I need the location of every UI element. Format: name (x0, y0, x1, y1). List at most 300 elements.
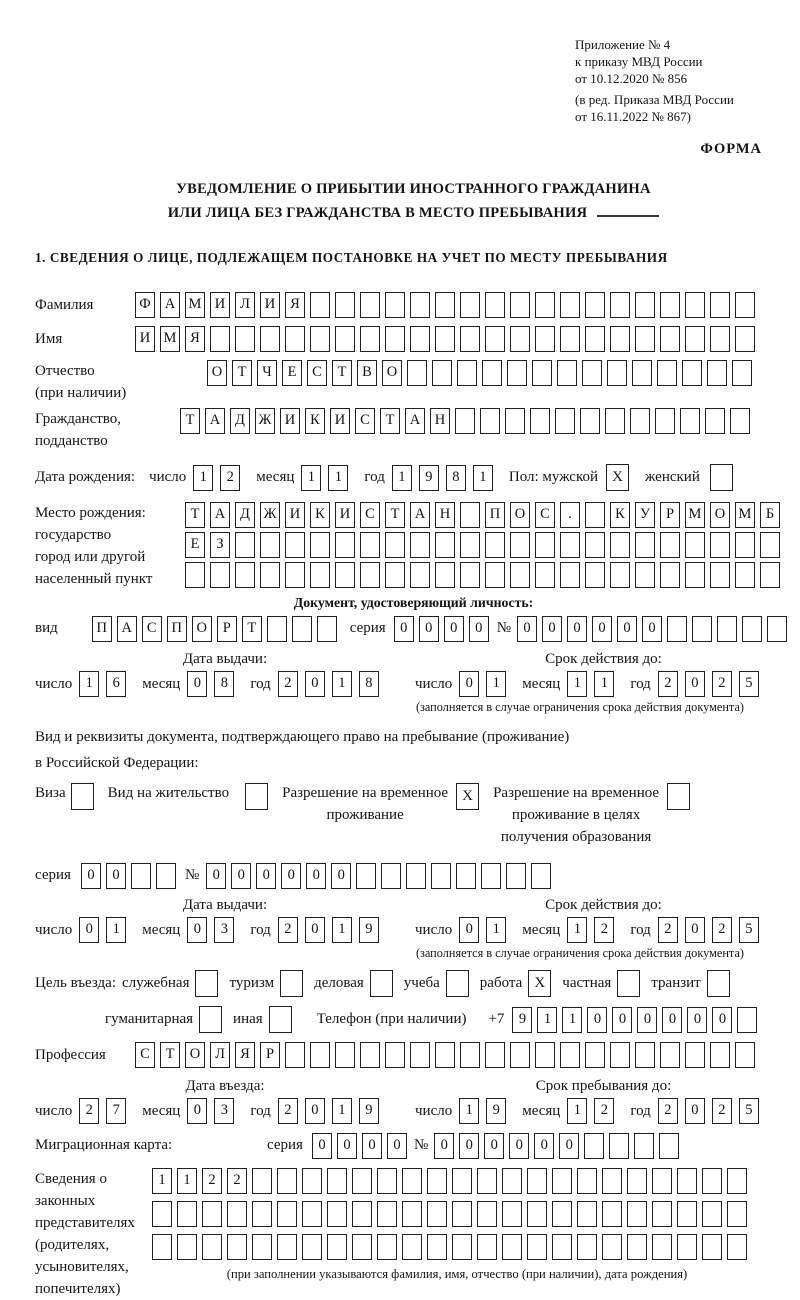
char-box[interactable] (659, 1133, 679, 1159)
transit-checkbox[interactable] (707, 970, 730, 997)
char-box[interactable]: И (335, 502, 355, 528)
char-box[interactable] (485, 562, 505, 588)
char-box[interactable] (652, 1234, 672, 1260)
char-box[interactable] (552, 1234, 572, 1260)
char-box[interactable] (435, 532, 455, 558)
char-box[interactable]: Т (180, 408, 200, 434)
char-box[interactable] (435, 326, 455, 352)
char-box[interactable] (610, 562, 630, 588)
char-box[interactable] (460, 326, 480, 352)
char-box[interactable] (602, 1168, 622, 1194)
other-checkbox[interactable] (269, 1006, 292, 1033)
char-box[interactable]: 0 (509, 1133, 529, 1159)
char-box[interactable]: И (280, 408, 300, 434)
char-box[interactable]: С (535, 502, 555, 528)
char-box[interactable]: Т (380, 408, 400, 434)
char-box[interactable]: 0 (534, 1133, 554, 1159)
char-box[interactable] (377, 1168, 397, 1194)
char-box[interactable] (360, 562, 380, 588)
char-box[interactable] (710, 562, 730, 588)
char-box[interactable] (584, 1133, 604, 1159)
char-box[interactable]: 2 (594, 1098, 614, 1124)
char-box[interactable] (385, 532, 405, 558)
char-box[interactable]: И (285, 502, 305, 528)
char-box[interactable]: 6 (106, 671, 126, 697)
char-box[interactable] (531, 863, 551, 889)
char-box[interactable]: 0 (637, 1007, 657, 1033)
char-box[interactable]: А (160, 292, 180, 318)
char-box[interactable] (460, 532, 480, 558)
char-box[interactable]: 1 (562, 1007, 582, 1033)
char-box[interactable] (585, 562, 605, 588)
char-box[interactable]: 0 (434, 1133, 454, 1159)
char-box[interactable]: Я (185, 326, 205, 352)
char-box[interactable] (610, 1042, 630, 1068)
char-box[interactable] (760, 562, 780, 588)
char-box[interactable] (285, 562, 305, 588)
char-box[interactable]: 1 (473, 465, 493, 491)
char-box[interactable] (456, 863, 476, 889)
char-box[interactable] (702, 1201, 722, 1227)
char-box[interactable]: 1 (332, 1098, 352, 1124)
char-box[interactable]: 2 (227, 1168, 247, 1194)
char-box[interactable] (327, 1234, 347, 1260)
char-box[interactable] (737, 1007, 757, 1033)
char-box[interactable]: 0 (305, 671, 325, 697)
char-box[interactable] (260, 326, 280, 352)
char-box[interactable] (410, 532, 430, 558)
char-box[interactable] (727, 1201, 747, 1227)
char-box[interactable] (685, 292, 705, 318)
char-box[interactable] (630, 408, 650, 434)
char-box[interactable] (717, 616, 737, 642)
char-box[interactable] (580, 408, 600, 434)
char-box[interactable] (735, 326, 755, 352)
char-box[interactable]: 0 (387, 1133, 407, 1159)
char-box[interactable] (507, 360, 527, 386)
char-box[interactable] (530, 408, 550, 434)
char-box[interactable]: 2 (220, 465, 240, 491)
char-box[interactable] (657, 360, 677, 386)
char-box[interactable] (560, 326, 580, 352)
char-box[interactable] (267, 616, 287, 642)
char-box[interactable]: 1 (567, 917, 587, 943)
char-box[interactable] (402, 1168, 422, 1194)
char-box[interactable]: Ж (260, 502, 280, 528)
char-box[interactable] (360, 292, 380, 318)
char-box[interactable]: К (610, 502, 630, 528)
char-box[interactable]: С (355, 408, 375, 434)
char-box[interactable]: 9 (512, 1007, 532, 1033)
char-box[interactable] (481, 863, 501, 889)
char-box[interactable] (352, 1168, 372, 1194)
char-box[interactable] (527, 1234, 547, 1260)
char-box[interactable]: Р (217, 616, 237, 642)
char-box[interactable]: 0 (281, 863, 301, 889)
char-box[interactable] (577, 1168, 597, 1194)
char-box[interactable]: 1 (392, 465, 412, 491)
private-checkbox[interactable] (617, 970, 640, 997)
char-box[interactable]: 0 (459, 917, 479, 943)
char-box[interactable] (535, 1042, 555, 1068)
char-box[interactable]: 3 (214, 1098, 234, 1124)
char-box[interactable] (277, 1234, 297, 1260)
char-box[interactable] (692, 616, 712, 642)
char-box[interactable] (727, 1168, 747, 1194)
char-box[interactable]: 1 (332, 917, 352, 943)
char-box[interactable]: М (735, 502, 755, 528)
char-box[interactable]: 5 (739, 671, 759, 697)
char-box[interactable] (460, 562, 480, 588)
char-box[interactable]: 0 (687, 1007, 707, 1033)
char-box[interactable]: 0 (459, 671, 479, 697)
char-box[interactable] (710, 1042, 730, 1068)
char-box[interactable]: Ф (135, 292, 155, 318)
char-box[interactable]: С (360, 502, 380, 528)
char-box[interactable]: П (485, 502, 505, 528)
char-box[interactable] (635, 326, 655, 352)
char-box[interactable] (635, 292, 655, 318)
char-box[interactable] (660, 326, 680, 352)
char-box[interactable]: 8 (446, 465, 466, 491)
char-box[interactable]: А (405, 408, 425, 434)
char-box[interactable] (252, 1201, 272, 1227)
char-box[interactable] (702, 1168, 722, 1194)
char-box[interactable] (156, 863, 176, 889)
char-box[interactable] (602, 1201, 622, 1227)
char-box[interactable] (727, 1234, 747, 1260)
char-box[interactable]: 0 (484, 1133, 504, 1159)
char-box[interactable] (252, 1168, 272, 1194)
char-box[interactable] (152, 1201, 172, 1227)
char-box[interactable]: А (210, 502, 230, 528)
char-box[interactable] (452, 1234, 472, 1260)
char-box[interactable]: 0 (685, 917, 705, 943)
char-box[interactable] (152, 1234, 172, 1260)
char-box[interactable]: 2 (712, 1098, 732, 1124)
char-box[interactable] (410, 326, 430, 352)
char-box[interactable] (352, 1234, 372, 1260)
char-box[interactable]: 2 (658, 917, 678, 943)
char-box[interactable] (510, 562, 530, 588)
char-box[interactable]: П (167, 616, 187, 642)
char-box[interactable] (705, 408, 725, 434)
char-box[interactable]: 2 (658, 1098, 678, 1124)
char-box[interactable]: Е (185, 532, 205, 558)
char-box[interactable]: 0 (592, 616, 612, 642)
char-box[interactable] (402, 1234, 422, 1260)
char-box[interactable] (410, 562, 430, 588)
char-box[interactable] (635, 562, 655, 588)
char-box[interactable] (627, 1168, 647, 1194)
char-box[interactable] (535, 292, 555, 318)
char-box[interactable] (485, 532, 505, 558)
char-box[interactable]: 0 (305, 1098, 325, 1124)
char-box[interactable]: 9 (359, 917, 379, 943)
char-box[interactable]: О (510, 502, 530, 528)
char-box[interactable] (610, 292, 630, 318)
char-box[interactable] (732, 360, 752, 386)
char-box[interactable]: 0 (187, 671, 207, 697)
residence-checkbox[interactable] (245, 783, 268, 810)
char-box[interactable] (335, 1042, 355, 1068)
char-box[interactable]: 1 (79, 671, 99, 697)
char-box[interactable] (407, 360, 427, 386)
char-box[interactable] (302, 1201, 322, 1227)
char-box[interactable] (410, 292, 430, 318)
char-box[interactable]: 2 (712, 917, 732, 943)
char-box[interactable] (302, 1168, 322, 1194)
char-box[interactable] (460, 292, 480, 318)
char-box[interactable] (682, 360, 702, 386)
char-box[interactable] (377, 1201, 397, 1227)
char-box[interactable]: 3 (214, 917, 234, 943)
char-box[interactable] (735, 532, 755, 558)
char-box[interactable]: 9 (419, 465, 439, 491)
char-box[interactable] (335, 326, 355, 352)
char-box[interactable] (535, 326, 555, 352)
char-box[interactable]: 1 (177, 1168, 197, 1194)
char-box[interactable]: 0 (256, 863, 276, 889)
char-box[interactable]: 1 (486, 671, 506, 697)
char-box[interactable]: 1 (152, 1168, 172, 1194)
char-box[interactable] (685, 562, 705, 588)
char-box[interactable] (652, 1168, 672, 1194)
char-box[interactable] (552, 1201, 572, 1227)
char-box[interactable]: Т (185, 502, 205, 528)
char-box[interactable]: Ж (255, 408, 275, 434)
char-box[interactable] (435, 292, 455, 318)
char-box[interactable] (402, 1201, 422, 1227)
char-box[interactable]: 2 (278, 917, 298, 943)
char-box[interactable]: 0 (559, 1133, 579, 1159)
char-box[interactable]: 9 (359, 1098, 379, 1124)
char-box[interactable]: О (382, 360, 402, 386)
char-box[interactable]: Т (332, 360, 352, 386)
char-box[interactable] (310, 326, 330, 352)
char-box[interactable]: А (410, 502, 430, 528)
char-box[interactable] (557, 360, 577, 386)
char-box[interactable] (177, 1234, 197, 1260)
char-box[interactable]: 0 (517, 616, 537, 642)
char-box[interactable] (660, 532, 680, 558)
char-box[interactable] (627, 1234, 647, 1260)
char-box[interactable] (585, 532, 605, 558)
char-box[interactable] (477, 1201, 497, 1227)
char-box[interactable]: 0 (79, 917, 99, 943)
char-box[interactable] (502, 1168, 522, 1194)
char-box[interactable]: 1 (459, 1098, 479, 1124)
char-box[interactable] (505, 408, 525, 434)
tourism-checkbox[interactable] (280, 970, 303, 997)
char-box[interactable]: 0 (231, 863, 251, 889)
char-box[interactable]: 2 (712, 671, 732, 697)
char-box[interactable]: 0 (362, 1133, 382, 1159)
char-box[interactable] (535, 532, 555, 558)
char-box[interactable] (577, 1234, 597, 1260)
char-box[interactable] (327, 1201, 347, 1227)
char-box[interactable]: И (260, 292, 280, 318)
char-box[interactable]: А (117, 616, 137, 642)
char-box[interactable] (477, 1234, 497, 1260)
char-box[interactable]: Л (235, 292, 255, 318)
char-box[interactable] (760, 532, 780, 558)
char-box[interactable] (680, 408, 700, 434)
char-box[interactable] (605, 408, 625, 434)
char-box[interactable] (260, 562, 280, 588)
char-box[interactable] (360, 1042, 380, 1068)
work-checkbox[interactable]: X (528, 970, 551, 997)
char-box[interactable] (655, 408, 675, 434)
char-box[interactable] (427, 1168, 447, 1194)
study-checkbox[interactable] (446, 970, 469, 997)
char-box[interactable] (457, 360, 477, 386)
char-box[interactable] (482, 360, 502, 386)
char-box[interactable]: Я (285, 292, 305, 318)
char-box[interactable]: 0 (337, 1133, 357, 1159)
char-box[interactable]: 1 (328, 465, 348, 491)
char-box[interactable] (185, 562, 205, 588)
char-box[interactable] (360, 532, 380, 558)
char-box[interactable] (427, 1234, 447, 1260)
char-box[interactable]: 1 (193, 465, 213, 491)
char-box[interactable]: 1 (537, 1007, 557, 1033)
char-box[interactable]: 1 (486, 917, 506, 943)
char-box[interactable] (477, 1168, 497, 1194)
char-box[interactable] (410, 1042, 430, 1068)
char-box[interactable] (235, 326, 255, 352)
char-box[interactable] (452, 1168, 472, 1194)
char-box[interactable] (210, 326, 230, 352)
char-box[interactable]: 0 (612, 1007, 632, 1033)
char-box[interactable]: 0 (469, 616, 489, 642)
char-box[interactable]: 0 (187, 917, 207, 943)
char-box[interactable] (381, 863, 401, 889)
char-box[interactable]: 2 (278, 671, 298, 697)
char-box[interactable]: 0 (305, 917, 325, 943)
char-box[interactable]: 7 (106, 1098, 126, 1124)
char-box[interactable] (609, 1133, 629, 1159)
char-box[interactable]: О (192, 616, 212, 642)
char-box[interactable] (560, 1042, 580, 1068)
char-box[interactable] (310, 562, 330, 588)
char-box[interactable] (555, 408, 575, 434)
char-box[interactable] (552, 1168, 572, 1194)
char-box[interactable]: Л (210, 1042, 230, 1068)
char-box[interactable] (535, 562, 555, 588)
char-box[interactable] (435, 1042, 455, 1068)
char-box[interactable] (335, 532, 355, 558)
char-box[interactable]: 5 (739, 1098, 759, 1124)
char-box[interactable] (460, 502, 480, 528)
char-box[interactable] (627, 1201, 647, 1227)
char-box[interactable]: Т (160, 1042, 180, 1068)
char-box[interactable] (532, 360, 552, 386)
char-box[interactable] (260, 532, 280, 558)
char-box[interactable]: О (207, 360, 227, 386)
char-box[interactable] (377, 1234, 397, 1260)
char-box[interactable]: 0 (587, 1007, 607, 1033)
char-box[interactable] (560, 562, 580, 588)
char-box[interactable]: С (142, 616, 162, 642)
char-box[interactable]: П (92, 616, 112, 642)
char-box[interactable] (202, 1234, 222, 1260)
char-box[interactable]: М (160, 326, 180, 352)
char-box[interactable]: Н (435, 502, 455, 528)
char-box[interactable] (660, 562, 680, 588)
char-box[interactable] (210, 562, 230, 588)
char-box[interactable]: 0 (712, 1007, 732, 1033)
char-box[interactable]: 0 (444, 616, 464, 642)
char-box[interactable] (527, 1201, 547, 1227)
char-box[interactable] (131, 863, 151, 889)
char-box[interactable]: М (185, 292, 205, 318)
char-box[interactable] (510, 532, 530, 558)
char-box[interactable]: 0 (459, 1133, 479, 1159)
char-box[interactable]: 1 (594, 671, 614, 697)
char-box[interactable] (356, 863, 376, 889)
char-box[interactable] (677, 1234, 697, 1260)
char-box[interactable]: 0 (187, 1098, 207, 1124)
humanitarian-checkbox[interactable] (199, 1006, 222, 1033)
char-box[interactable] (285, 326, 305, 352)
char-box[interactable]: Н (430, 408, 450, 434)
char-box[interactable]: С (135, 1042, 155, 1068)
char-box[interactable]: 0 (662, 1007, 682, 1033)
char-box[interactable]: С (307, 360, 327, 386)
visa-checkbox[interactable] (71, 783, 94, 810)
char-box[interactable] (455, 408, 475, 434)
char-box[interactable]: 5 (739, 917, 759, 943)
char-box[interactable]: И (135, 326, 155, 352)
char-box[interactable] (685, 326, 705, 352)
char-box[interactable]: 0 (331, 863, 351, 889)
char-box[interactable]: 2 (658, 671, 678, 697)
char-box[interactable]: 0 (642, 616, 662, 642)
char-box[interactable]: О (185, 1042, 205, 1068)
char-box[interactable] (335, 292, 355, 318)
char-box[interactable]: Б (760, 502, 780, 528)
char-box[interactable] (310, 1042, 330, 1068)
char-box[interactable] (202, 1201, 222, 1227)
char-box[interactable] (360, 326, 380, 352)
char-box[interactable] (432, 360, 452, 386)
char-box[interactable] (227, 1234, 247, 1260)
char-box[interactable]: 0 (206, 863, 226, 889)
char-box[interactable] (385, 292, 405, 318)
temporary-education-checkbox[interactable] (667, 783, 690, 810)
char-box[interactable] (335, 562, 355, 588)
char-box[interactable] (502, 1234, 522, 1260)
char-box[interactable]: 2 (278, 1098, 298, 1124)
char-box[interactable] (710, 532, 730, 558)
char-box[interactable] (602, 1234, 622, 1260)
char-box[interactable]: 0 (81, 863, 101, 889)
char-box[interactable] (634, 1133, 654, 1159)
char-box[interactable]: 0 (306, 863, 326, 889)
char-box[interactable]: 8 (359, 671, 379, 697)
char-box[interactable] (660, 1042, 680, 1068)
char-box[interactable]: З (210, 532, 230, 558)
char-box[interactable]: К (305, 408, 325, 434)
char-box[interactable] (302, 1234, 322, 1260)
char-box[interactable]: Ч (257, 360, 277, 386)
char-box[interactable] (585, 326, 605, 352)
char-box[interactable] (635, 532, 655, 558)
char-box[interactable]: Д (235, 502, 255, 528)
char-box[interactable]: В (357, 360, 377, 386)
char-box[interactable] (480, 408, 500, 434)
